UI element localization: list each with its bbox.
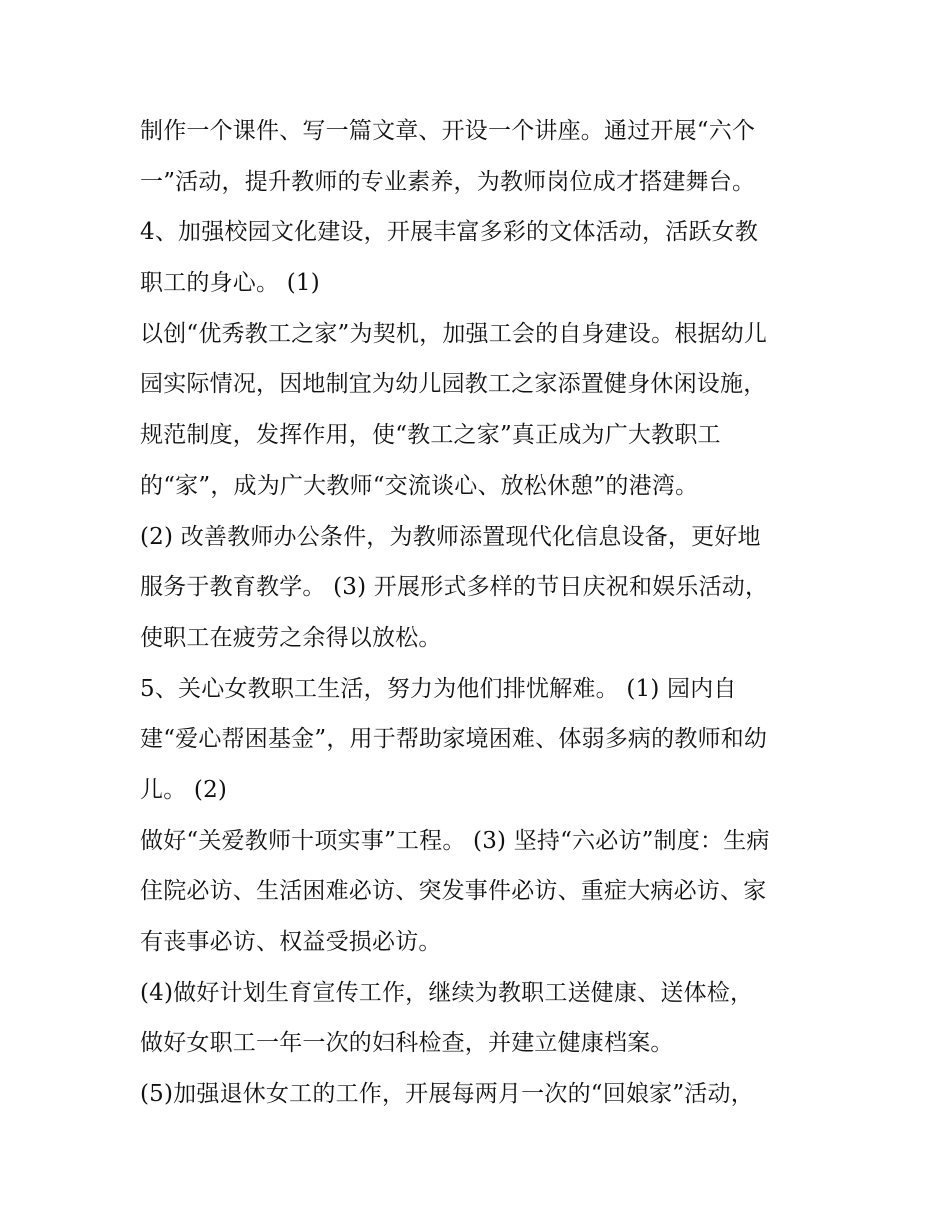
text-line: 5、关心女教职工生活，努力为他们排忧解难。 (1) 园内自 [140, 675, 737, 702]
text-line: (5)加强退休女工的工作，开展每两月一次的“回娘家”活动， [140, 1081, 754, 1108]
text-line: 建“爱心帮困基金”，用于帮助家境困难、体弱多病的教师和幼 [140, 726, 768, 753]
text-line: 的“家”，成为广大教师“交流谈心、放松休憩”的港湾。 [140, 472, 699, 499]
text-line: 服务于教育教学。 (3) 开展形式多样的节日庆祝和娱乐活动， [140, 574, 769, 601]
text-line: 制作一个课件、写一篇文章、开设一个讲座。通过开展“六个 [140, 118, 756, 144]
text-line: (2) 改善教师办公条件，为教师添置现代化信息设备，更好地 [140, 523, 761, 550]
text-line: 做好女职工一年一次的妇科检查，并建立健康档案。 [140, 1030, 674, 1057]
text-line: 园实际情况，因地制宜为幼儿园教工之家添置健身休闲设施， [140, 371, 767, 398]
text-line: 使职工在疲劳之余得以放松。 [140, 624, 442, 651]
text-line: 规范制度，发挥作用，使“教工之家”真正成为广大教职工 [140, 422, 721, 449]
text-line: 职工的身心。 (1) [140, 270, 320, 297]
text-line: 住院必访、生活困难必访、突发事件必访、重症大病必访、家 [140, 878, 767, 905]
text-line: 做好“关爱教师十项实事”工程。 (3) 坚持“六必访”制度：生病 [140, 827, 770, 854]
text-line: 儿。 (2) [140, 776, 228, 803]
text-line: 有丧事必访、权益受损必访。 [140, 929, 442, 955]
text-line: 一”活动，提升教师的专业素养，为教师岗位成才搭建舞台。 [140, 168, 756, 195]
text-line: 以创“优秀教工之家”为契机，加强工会的自身建设。根据幼儿 [140, 320, 768, 347]
text-line: (4)做好计划生育宣传工作，继续为教职工送健康、送体检， [140, 979, 754, 1006]
text-line: 4、加强校园文化建设，开展丰富多彩的文体活动，活跃女教 [140, 219, 759, 246]
document-body [140, 106, 830, 1120]
